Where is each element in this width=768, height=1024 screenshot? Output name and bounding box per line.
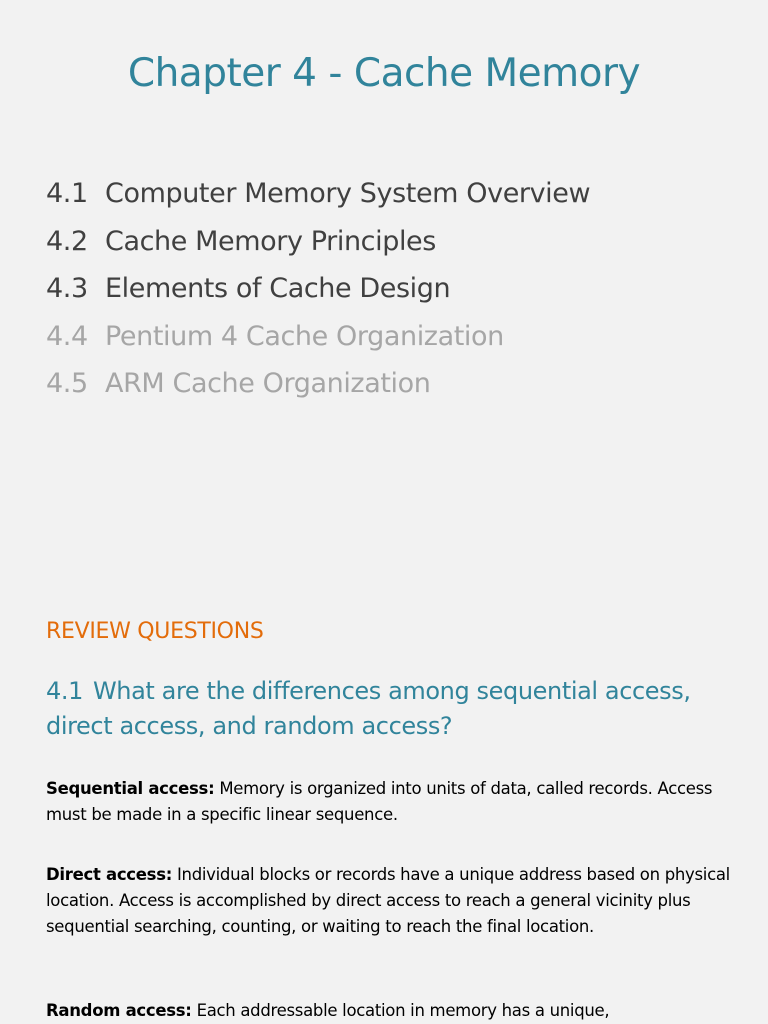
toc-item: [46, 313, 590, 361]
toc-item-label: Elements of Cache Design: [105, 273, 451, 304]
toc-item-label: Cache Memory Principles: [105, 225, 436, 257]
review-question: [46, 674, 736, 744]
definition-sequential-access: [46, 776, 736, 828]
definition-term: Sequential access:: [46, 779, 215, 798]
definition-random-access: [46, 998, 736, 1024]
toc-item-number: 4.3: [46, 273, 88, 304]
definition-term: Random access:: [46, 1001, 192, 1020]
toc-item-label: Pentium 4 Cache Organization: [105, 320, 504, 352]
toc-item-label: ARM Cache Organization: [105, 368, 431, 399]
definition-direct-access: [46, 862, 736, 940]
toc-item-number: 4.2: [46, 225, 88, 257]
definition-text: Individual blocks or records have a unique address based on physical location. Access is accomplished by direct access to reach a general vicinity plus sequential searching, counting, or waiting to reach the final location.: [46, 865, 730, 936]
toc-item: [46, 360, 590, 408]
toc-item-number: 4.1: [46, 178, 88, 209]
toc-item-number: 4.5: [46, 368, 88, 399]
definition-text: Memory is organized into units of data, called records. Access must be made in a specific linear sequence.: [46, 779, 713, 824]
review-questions-heading: REVIEW QUESTIONS: [46, 619, 264, 644]
toc-item: [46, 218, 590, 266]
table-of-contents: [46, 170, 590, 408]
toc-item: [46, 170, 590, 218]
slide-title: Chapter 4 - Cache Memory: [127, 51, 641, 96]
definition-text: Each addressable location in memory has a unique,: [196, 1001, 610, 1020]
toc-item-number: 4.4: [46, 320, 88, 352]
question-text: What are the differences among sequential access, direct access, and random access?: [46, 677, 691, 740]
toc-item-label: Computer Memory System Overview: [105, 178, 591, 209]
question-number: 4.1: [46, 677, 83, 705]
definition-term: Direct access:: [46, 865, 173, 884]
toc-item: [46, 265, 590, 313]
